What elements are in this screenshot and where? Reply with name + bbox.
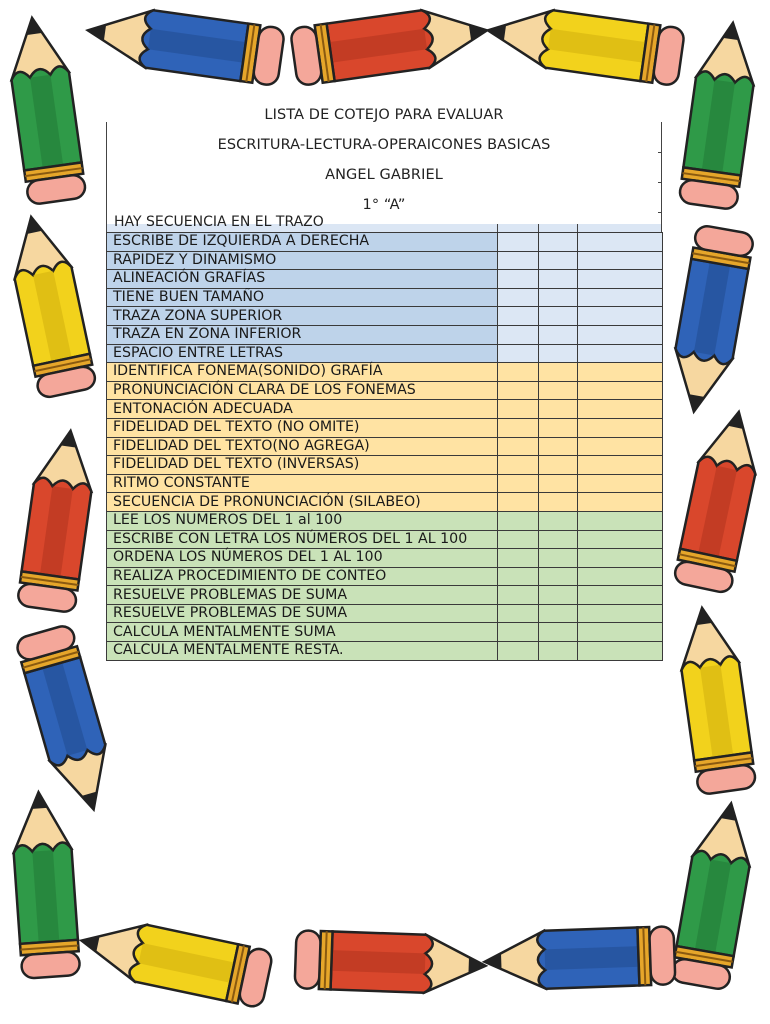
check-cell[interactable]	[578, 381, 663, 400]
check-cell[interactable]	[578, 549, 663, 568]
checklist-row	[107, 567, 663, 586]
check-cell[interactable]	[578, 307, 663, 326]
check-cell[interactable]	[578, 567, 663, 586]
pencil-icon	[481, 924, 678, 993]
check-cell[interactable]	[578, 456, 663, 475]
check-cell[interactable]	[539, 511, 578, 530]
check-cell[interactable]	[498, 418, 539, 437]
partially-hidden-row-text: HAY SECUENCIA EN EL TRAZO	[114, 214, 324, 230]
checklist-row	[107, 604, 663, 623]
checklist-row	[107, 418, 663, 437]
checklist-row	[107, 288, 663, 307]
check-cell[interactable]	[539, 270, 578, 289]
pencil-icon	[291, 928, 488, 997]
check-cell[interactable]	[498, 456, 539, 475]
check-cell[interactable]	[539, 642, 578, 661]
check-cell[interactable]	[539, 456, 578, 475]
check-cell[interactable]	[578, 270, 663, 289]
partially-hidden-row	[106, 214, 662, 232]
checklist-row	[107, 437, 663, 456]
check-cell[interactable]	[539, 288, 578, 307]
check-cell[interactable]	[498, 270, 539, 289]
check-cell[interactable]	[539, 418, 578, 437]
criterion-label: CALCULA MENTALMENTE RESTA.	[107, 642, 498, 661]
check-cell[interactable]	[498, 549, 539, 568]
criterion-label: SECUENCIA DE PRONUNCIACIÓN (SILABEO)	[107, 493, 498, 512]
criterion-label: RITMO CONSTANTE	[107, 474, 498, 493]
criterion-label: ORDENA LOS NÚMEROS DEL 1 AL 100	[107, 549, 498, 568]
criterion-label: ENTONACIÓN ADECUADA	[107, 400, 498, 419]
check-cell[interactable]	[539, 251, 578, 270]
checklist-row	[107, 325, 663, 344]
pencil-icon	[287, 0, 494, 89]
checklist-row	[107, 474, 663, 493]
checklist-row	[107, 233, 663, 252]
checklist-row	[107, 511, 663, 530]
checklist-sheet	[106, 100, 662, 661]
check-cell[interactable]	[498, 400, 539, 419]
checklist-table	[106, 232, 663, 661]
checklist-row	[107, 456, 663, 475]
check-cell[interactable]	[498, 642, 539, 661]
student-grade: 1° “A”	[362, 197, 406, 213]
check-cell[interactable]	[578, 400, 663, 419]
criterion-label: ESCRIBE DE IZQUIERDA A DERECHA	[107, 233, 498, 252]
check-cell[interactable]	[539, 604, 578, 623]
check-cell[interactable]	[578, 604, 663, 623]
criterion-label: IDENTIFICA FONEMA(SONIDO) GRAFÍA	[107, 363, 498, 382]
check-cell[interactable]	[578, 586, 663, 605]
check-cell[interactable]	[539, 437, 578, 456]
student-name: ANGEL GABRIEL	[325, 167, 443, 183]
check-cell[interactable]	[578, 418, 663, 437]
check-cell[interactable]	[578, 530, 663, 549]
criterion-label: TRAZA EN ZONA INFERIOR	[107, 325, 498, 344]
pencil-icon	[668, 796, 762, 994]
check-cell[interactable]	[539, 233, 578, 252]
pencil-icon	[82, 0, 289, 89]
check-cell[interactable]	[578, 474, 663, 493]
pencil-icon	[0, 208, 99, 402]
check-cell[interactable]	[578, 325, 663, 344]
checklist-body	[107, 233, 663, 661]
check-cell[interactable]	[539, 530, 578, 549]
checklist-row	[107, 623, 663, 642]
pencil-icon	[482, 0, 689, 89]
criterion-label: TIENE BUEN TAMAÑO	[107, 288, 498, 307]
check-cell[interactable]	[578, 437, 663, 456]
checklist-row	[107, 586, 663, 605]
check-cell[interactable]	[578, 623, 663, 642]
check-cell[interactable]	[498, 344, 539, 363]
check-cell[interactable]	[498, 530, 539, 549]
criterion-label: ALINEACIÓN GRAFÍAS	[107, 270, 498, 289]
checklist-row	[107, 530, 663, 549]
criterion-label: RAPIDEZ Y DINAMISMO	[107, 251, 498, 270]
checklist-row	[107, 251, 663, 270]
check-cell[interactable]	[578, 288, 663, 307]
pencil-icon	[1, 12, 89, 209]
check-cell[interactable]	[539, 307, 578, 326]
pencil-icon	[670, 403, 769, 597]
check-cell[interactable]	[498, 586, 539, 605]
check-cell[interactable]	[578, 251, 663, 270]
criterion-label: CALCULA MENTALMENTE SUMA	[107, 623, 498, 642]
check-cell[interactable]	[578, 511, 663, 530]
check-cell[interactable]	[539, 549, 578, 568]
checklist-row	[107, 381, 663, 400]
pencil-icon	[14, 424, 101, 616]
criterion-label: RESUELVE PROBLEMAS DE SUMA	[107, 604, 498, 623]
pencil-icon	[73, 909, 277, 1010]
criterion-label: TRAZA ZONA SUPERIOR	[107, 307, 498, 326]
check-cell[interactable]	[498, 567, 539, 586]
check-cell[interactable]	[539, 474, 578, 493]
pencil-icon	[671, 602, 759, 799]
check-cell[interactable]	[578, 233, 663, 252]
criterion-label: FIDELIDAD DEL TEXTO(NO AGREGA)	[107, 437, 498, 456]
check-cell[interactable]	[498, 604, 539, 623]
check-cell[interactable]	[578, 642, 663, 661]
checklist-row	[107, 344, 663, 363]
check-cell[interactable]	[498, 363, 539, 382]
criterion-label: LEE LOS NUMEROS DEL 1 al 100	[107, 511, 498, 530]
checklist-row	[107, 270, 663, 289]
criterion-label: ESPACIO ENTRE LETRAS	[107, 344, 498, 363]
check-cell[interactable]	[539, 493, 578, 512]
checklist-row	[107, 549, 663, 568]
criterion-label: ESCRIBE CON LETRA LOS NÚMEROS DEL 1 AL 100	[107, 530, 498, 549]
check-cell[interactable]	[539, 567, 578, 586]
pencil-icon	[7, 788, 82, 982]
check-cell[interactable]	[578, 363, 663, 382]
check-cell[interactable]	[539, 623, 578, 642]
criterion-label: PRONUNCIACIÓN CLARA DE LOS FONEMAS	[107, 381, 498, 400]
criterion-label: FIDELIDAD DEL TEXTO (INVERSAS)	[107, 456, 498, 475]
check-cell[interactable]	[539, 344, 578, 363]
check-cell[interactable]	[498, 474, 539, 493]
check-cell[interactable]	[498, 493, 539, 512]
checklist-subtitle: ESCRITURA-LECTURA-OPERAICONES BASICAS	[217, 137, 551, 153]
checklist-row	[107, 642, 663, 661]
cell-divider	[577, 224, 578, 232]
check-cell[interactable]	[498, 233, 539, 252]
pencil-icon	[676, 17, 764, 214]
criterion-label: RESUELVE PROBLEMAS DE SUMA	[107, 586, 498, 605]
check-cell[interactable]	[539, 381, 578, 400]
check-cell[interactable]	[498, 511, 539, 530]
check-cell[interactable]	[539, 363, 578, 382]
check-cell[interactable]	[498, 623, 539, 642]
criterion-label: FIDELIDAD DEL TEXTO (NO OMITE)	[107, 418, 498, 437]
check-cell[interactable]	[539, 586, 578, 605]
check-cell[interactable]	[498, 325, 539, 344]
check-cell[interactable]	[578, 344, 663, 363]
pencil-icon	[663, 221, 757, 419]
check-cell[interactable]	[498, 381, 539, 400]
checklist-row	[107, 363, 663, 382]
checklist-row	[107, 400, 663, 419]
checklist-header	[106, 100, 662, 224]
check-cell[interactable]	[498, 437, 539, 456]
criterion-label: REALIZA PROCEDIMIENTO DE CONTEO	[107, 567, 498, 586]
checklist-row	[107, 493, 663, 512]
checklist-title: LISTA DE COTEJO PARA EVALUAR	[264, 107, 504, 123]
cell-divider	[497, 224, 498, 232]
check-cell[interactable]	[498, 251, 539, 270]
check-cell[interactable]	[539, 325, 578, 344]
check-cell[interactable]	[578, 493, 663, 512]
check-cell[interactable]	[498, 288, 539, 307]
cell-divider	[538, 224, 539, 232]
check-cell[interactable]	[498, 307, 539, 326]
checklist-row	[107, 307, 663, 326]
check-cell[interactable]	[539, 400, 578, 419]
